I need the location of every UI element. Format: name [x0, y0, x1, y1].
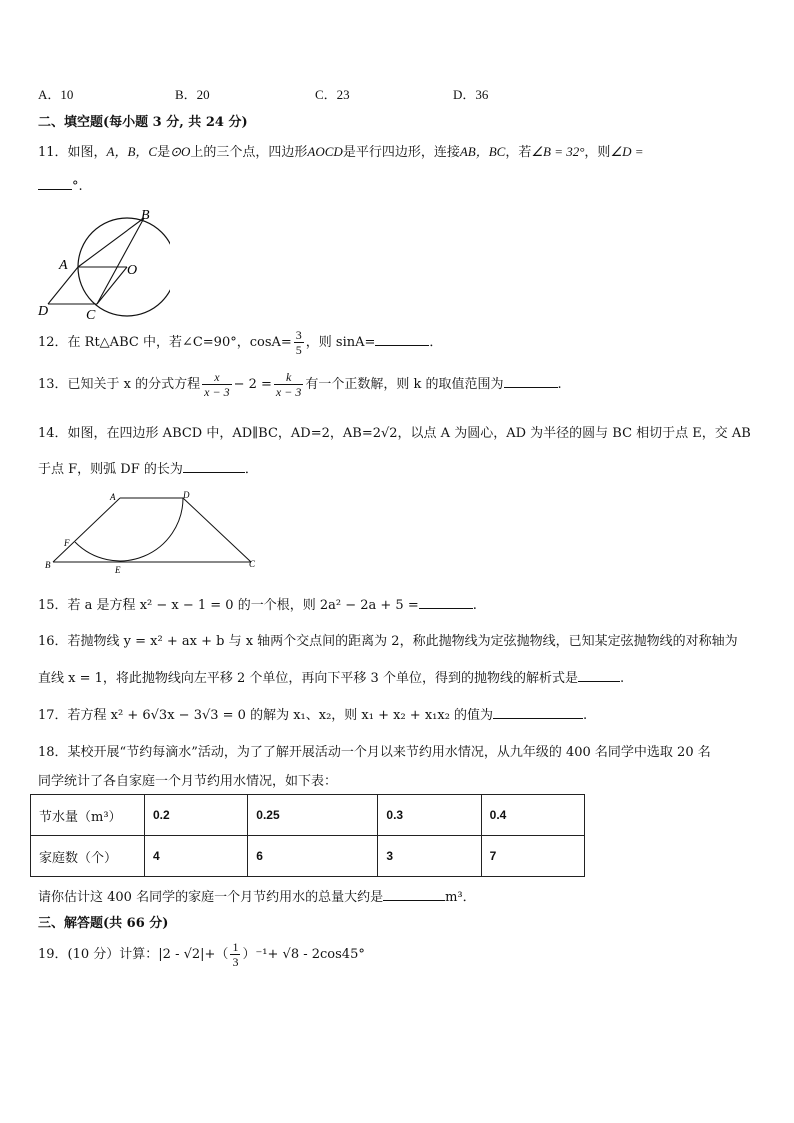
label-C: C — [249, 559, 256, 569]
option-d: D．36 — [453, 87, 489, 102]
question-18-line1: 18．某校开展“节约每滴水”活动，为了了解开展活动一个月以来节约用水情况，从九年级的 400 名同学中选取 20 名 — [38, 745, 711, 760]
question-14-line1: 14．如图，在四边形 ABCD 中，AD∥BC，AD=2，AB=2√2，以点 A 为圆心，AD 为半径的圆与 BC 相切于点 E，交 AB — [38, 426, 751, 441]
table-cell: 0.3 — [378, 795, 481, 836]
label-D: D — [38, 304, 49, 319]
label-A: A — [110, 492, 116, 502]
question-11: 11．如图，A，B，C是⊙O上的三个点，四边形AOCD是平行四边形，连接AB，BC，若∠B = 32°，则∠D = — [38, 144, 644, 160]
table-row — [31, 795, 585, 836]
table-cell: 0.25 — [248, 795, 378, 836]
label-B: B — [141, 208, 150, 223]
table-cell: 6 — [248, 836, 378, 877]
option-c: C．23 — [315, 87, 350, 102]
answer-blank[interactable] — [419, 596, 473, 609]
question-18-after: 请你估计这 400 名同学的家庭一个月节约用水的总量大约是 m³． — [38, 890, 476, 905]
answer-blank[interactable] — [375, 333, 429, 346]
label-B: B — [45, 560, 51, 570]
answer-blank[interactable] — [183, 460, 245, 473]
trapezoid-figure — [40, 490, 270, 576]
answer-blank[interactable] — [578, 669, 620, 682]
question-12: 12．在 Rt△ABC 中，若∠C=90°，cosA= $\frac{3}{5}$ ，则 sinA= ． — [38, 328, 443, 357]
table-cell: 家庭数（个） — [31, 836, 145, 877]
question-16-line1: 16．若抛物线 y = x² + ax + b 与 x 轴两个交点间的距离为 2，称此抛物线为定弦抛物线，已知某定弦抛物线的对称轴为 — [38, 634, 738, 649]
question-15: 15．若 a 是方程 x² − x − 1 = 0 的一个根，则 2a² − 2a + 5 = . — [38, 598, 477, 613]
circle-figure — [30, 204, 170, 322]
answer-blank[interactable] — [504, 375, 558, 388]
label-D: D — [183, 490, 190, 500]
question-14-line2: 于点 F，则弧 DF 的长为 ． — [38, 462, 258, 477]
table-cell: 3 — [378, 836, 481, 877]
table-row — [31, 836, 585, 877]
label-O: O — [127, 263, 138, 278]
water-saving-table — [30, 794, 585, 877]
table-cell: 7 — [481, 836, 584, 877]
question-17: 17．若方程 x² + 6√3x − 3√3 = 0 的解为 x₁、x₂，则 x₁ + x₂ + x₁x₂ 的值为 . — [38, 708, 588, 723]
answer-blank[interactable] — [38, 177, 72, 190]
label-A: A — [59, 258, 68, 273]
question-13: 13．已知关于 x 的分式方程 $\frac{x}{x - 3}$ − 2 = $\frac{k}{x - 3}$ 有一个正数解，则 k 的取值范围为 . — [38, 370, 562, 399]
table-cell: 节水量（m³） — [31, 795, 145, 836]
answer-blank[interactable] — [383, 888, 445, 901]
question-16-line2: 直线 x = 1，将此抛物线向左平移 2 个单位，再向下平移 3 个单位，得到的抛物线的解析式是 . — [38, 671, 625, 686]
table-cell: 4 — [145, 836, 248, 877]
question-19: 19．(10 分）计算：|2 - √2|+（ $\frac{1}{3}$ ）⁻¹+ √8 - 2cos45° — [38, 940, 365, 969]
question-11-answer: °. — [38, 177, 83, 194]
label-C: C — [86, 308, 96, 322]
section-title-solve: 三、解答题(共 66 分) — [38, 916, 169, 931]
label-F: F — [64, 538, 70, 548]
label-E: E — [115, 565, 121, 575]
section-title-fill-in: 二、填空题(每小题 3 分, 共 24 分) — [38, 115, 248, 130]
option-b: B．20 — [175, 87, 210, 102]
option-a: A．10 — [38, 87, 74, 102]
question-18-line2: 同学统计了各自家庭一个月节约用水情况，如下表： — [38, 774, 338, 789]
table-cell: 0.4 — [481, 795, 584, 836]
table-cell: 0.2 — [145, 795, 248, 836]
answer-blank[interactable] — [493, 706, 583, 719]
